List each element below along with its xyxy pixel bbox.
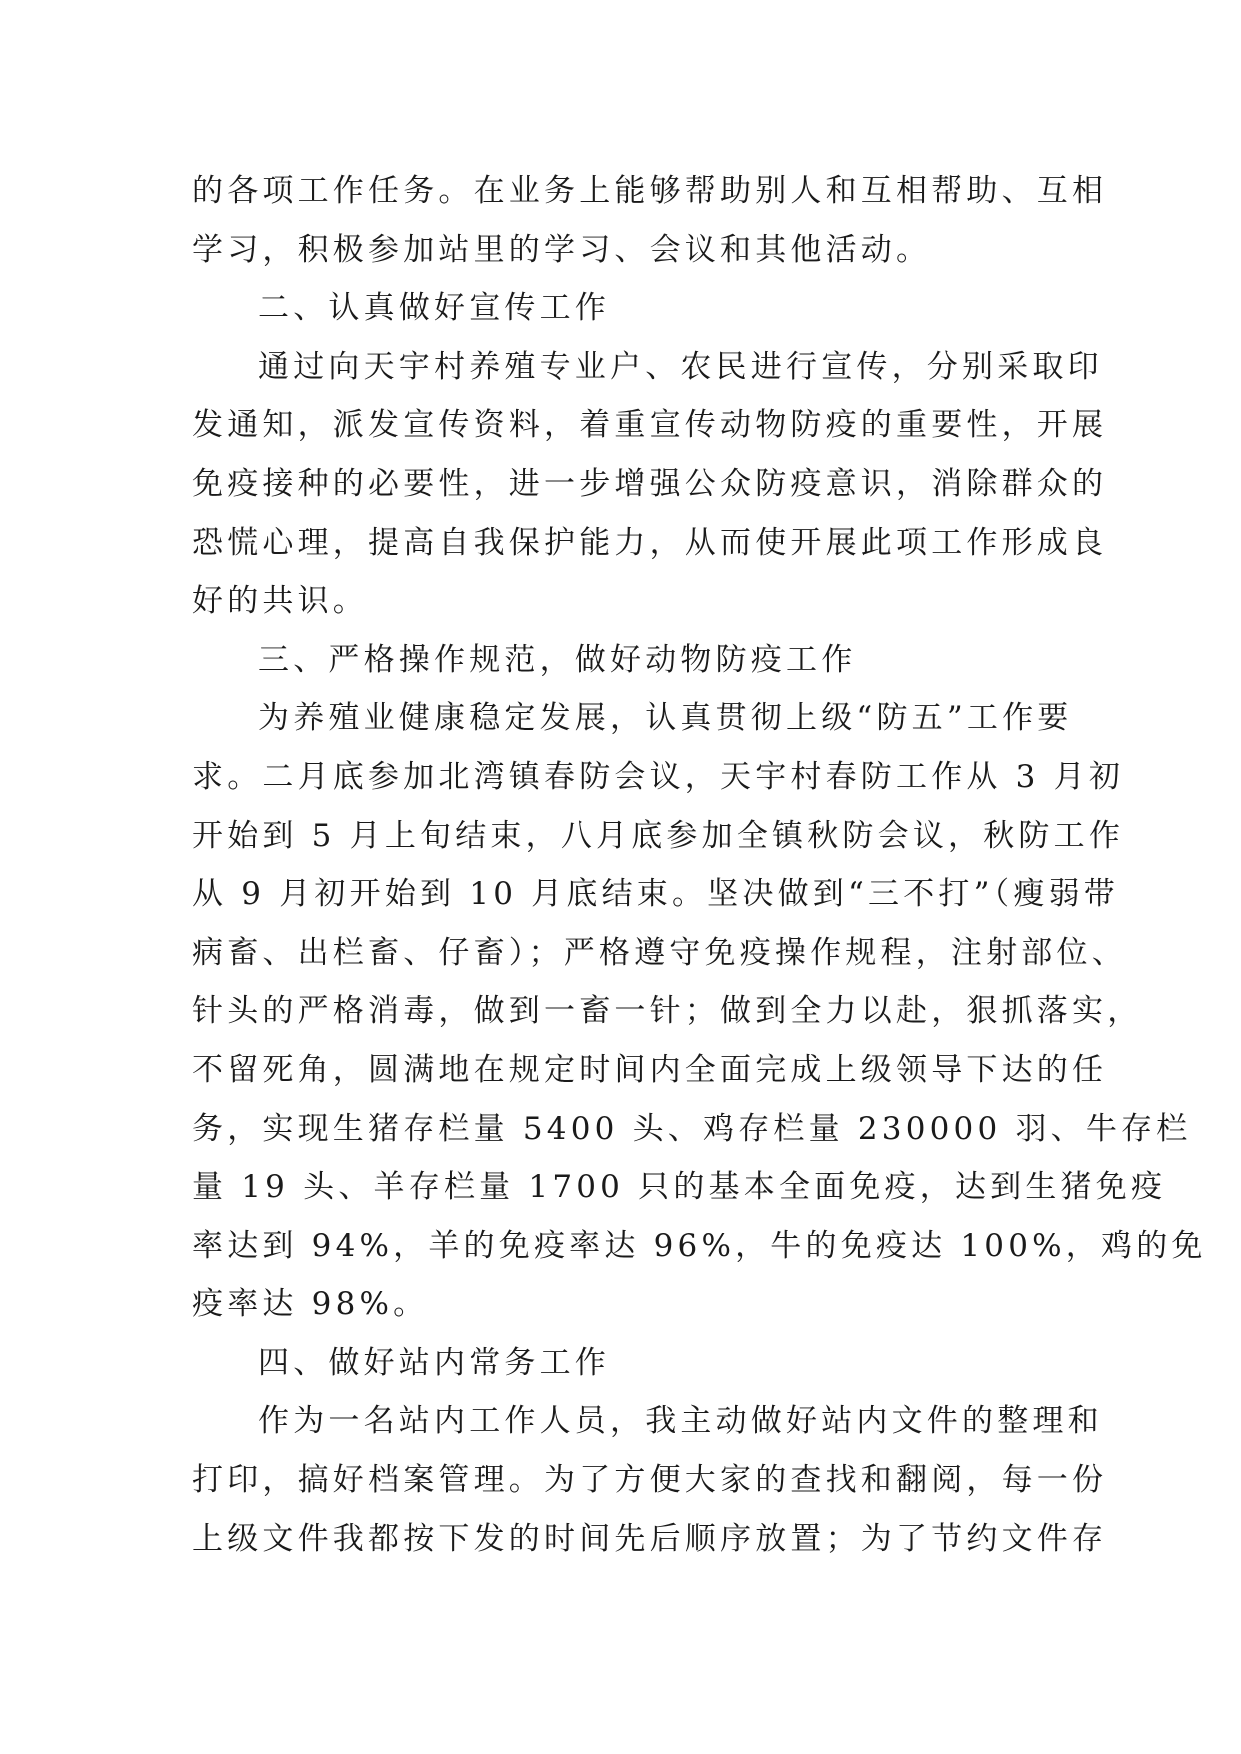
text-line: 量 19 头、羊存栏量 1700 只的基本全面免疫，达到生猪免疫 — [192, 1169, 1167, 1206]
text-line: 免疫接种的必要性，进一步增强公众防疫意识，消除群众的 — [192, 465, 1108, 502]
text-line: 求。二月底参加北湾镇春防会议，天宇村春防工作从 3 月初 — [192, 758, 1125, 795]
text-line: 学习，积极参加站里的学习、会议和其他活动。 — [192, 231, 932, 268]
text-line: 为养殖业健康稳定发展，认真贯彻上级“防五”工作要 — [258, 700, 1073, 737]
text-line: 通过向天宇村养殖专业户、农民进行宣传，分别采取印 — [258, 348, 1103, 385]
text-line: 发通知，派发宣传资料，着重宣传动物防疫的重要性，开展 — [192, 407, 1108, 444]
text-line: 上级文件我都按下发的时间先后顺序放置；为了节约文件存 — [192, 1520, 1108, 1557]
text-line: 的各项工作任务。在业务上能够帮助别人和互相帮助、互相 — [192, 173, 1108, 209]
text-line: 开始到 5 月上旬结束，八月底参加全镇秋防会议，秋防工作 — [192, 817, 1125, 854]
text-line: 针头的严格消毒，做到一畜一针；做到全力以赴，狠抓落实， — [192, 993, 1143, 1030]
text-line: 疫率达 98%。 — [192, 1286, 429, 1323]
text-line: 打印，搞好档案管理。为了方便大家的查找和翻阅，每一份 — [192, 1462, 1108, 1499]
section-heading: 三、严格操作规范，做好动物防疫工作 — [258, 641, 857, 678]
document-body — [192, 162, 1207, 1568]
section-heading: 四、做好站内常务工作 — [258, 1344, 610, 1381]
text-line: 务，实现生猪存栏量 5400 头、鸡存栏量 230000 羽、牛存栏 — [192, 1110, 1192, 1147]
text-line: 作为一名站内工作人员，我主动做好站内文件的整理和 — [258, 1403, 1103, 1440]
text-line: 好的共识。 — [192, 583, 368, 620]
text-line: 病畜、出栏畜、仔畜）；严格遵守免疫操作规程，注射部位、 — [192, 934, 1127, 971]
section-heading: 二、认真做好宣传工作 — [258, 290, 610, 327]
text-line: 率达到 94%，羊的免疫率达 96%，牛的免疫达 100%，鸡的免 — [192, 1227, 1207, 1264]
text-line: 不留死角，圆满地在规定时间内全面完成上级领导下达的任 — [192, 1051, 1108, 1088]
text-line: 恐慌心理，提高自我保护能力，从而使开展此项工作形成良 — [192, 524, 1108, 561]
text-line: 从 9 月初开始到 10 月底结束。坚决做到“三不打”（瘦弱带 — [192, 876, 1119, 913]
